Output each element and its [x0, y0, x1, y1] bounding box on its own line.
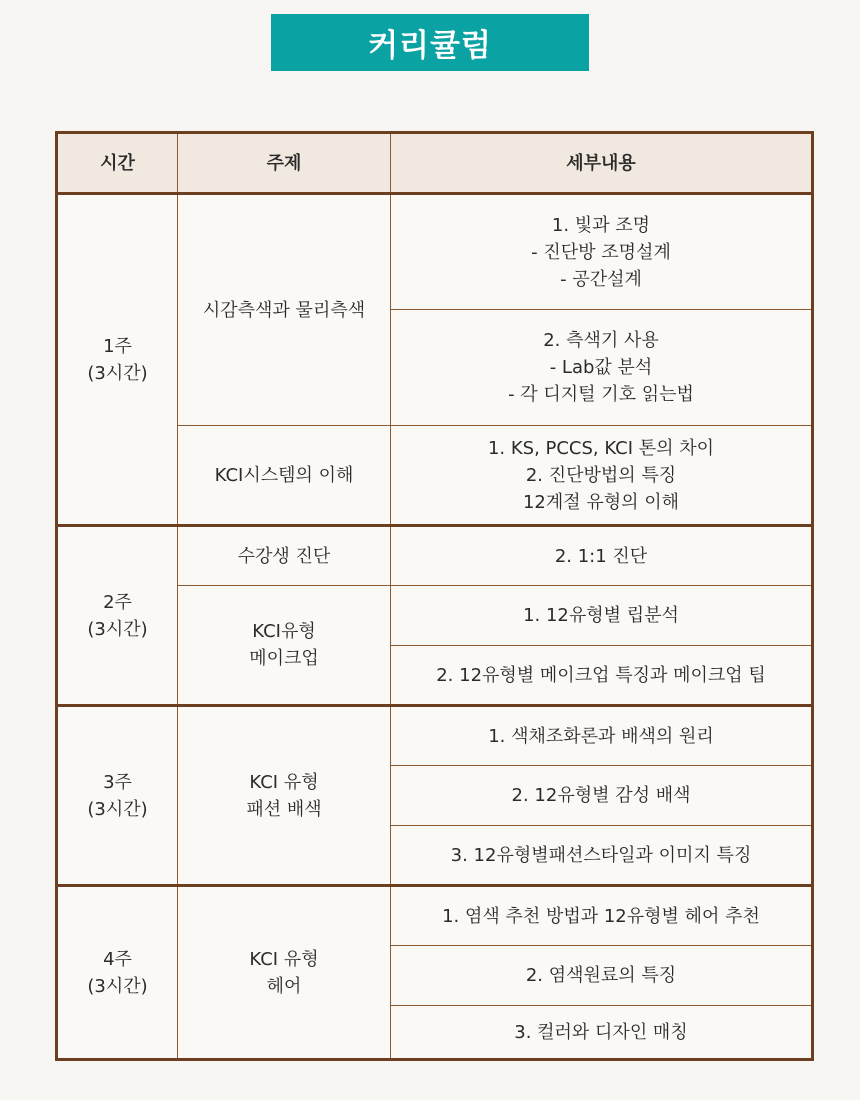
details-cell: 1. 빛과 조명 - 진단방 조명설계 - 공간설계: [391, 194, 813, 310]
table-header-row: [57, 133, 813, 194]
details-cell: 2. 12유형별 감성 배색: [391, 766, 813, 826]
week-time-cell: 4주 (3시간): [57, 886, 178, 1060]
title-banner: [271, 14, 589, 71]
table-row: [57, 706, 813, 766]
topic-cell: KCI 유형 패션 배색: [178, 706, 391, 886]
week-time-cell: 2주 (3시간): [57, 526, 178, 706]
details-cell: 1. 색채조화론과 배색의 원리: [391, 706, 813, 766]
details-cell: 1. KS, PCCS, KCI 톤의 차이 2. 진단방법의 특징 12계절 유형의 이해: [391, 426, 813, 526]
topic-cell: 수강생 진단: [178, 526, 391, 586]
details-cell: 2. 염색원료의 특징: [391, 946, 813, 1006]
details-cell: 2. 1:1 진단: [391, 526, 813, 586]
table-row: [57, 886, 813, 946]
header-topic: 주제: [178, 133, 391, 194]
details-cell: 2. 측색기 사용 - Lab값 분석 - 각 디지털 기호 읽는법: [391, 310, 813, 426]
table-row: [57, 194, 813, 310]
topic-cell: KCI 유형 헤어: [178, 886, 391, 1060]
topic-cell: KCI시스템의 이해: [178, 426, 391, 526]
details-cell: 1. 12유형별 립분석: [391, 586, 813, 646]
details-cell: 3. 12유형별패션스타일과 이미지 특징: [391, 826, 813, 886]
page-title: 커리큘럼: [368, 28, 492, 64]
week-time-cell: 3주 (3시간): [57, 706, 178, 886]
header-time: 시간: [57, 133, 178, 194]
details-cell: 2. 12유형별 메이크업 특징과 메이크업 팁: [391, 646, 813, 706]
header-details: 세부내용: [391, 133, 813, 194]
details-cell: 3. 컬러와 디자인 매칭: [391, 1006, 813, 1060]
curriculum-table: [55, 131, 814, 1061]
table-row: [57, 526, 813, 586]
details-cell: 1. 염색 추천 방법과 12유형별 헤어 추천: [391, 886, 813, 946]
topic-cell: KCI유형 메이크업: [178, 586, 391, 706]
topic-cell: 시감측색과 물리측색: [178, 194, 391, 426]
week-time-cell: 1주 (3시간): [57, 194, 178, 526]
